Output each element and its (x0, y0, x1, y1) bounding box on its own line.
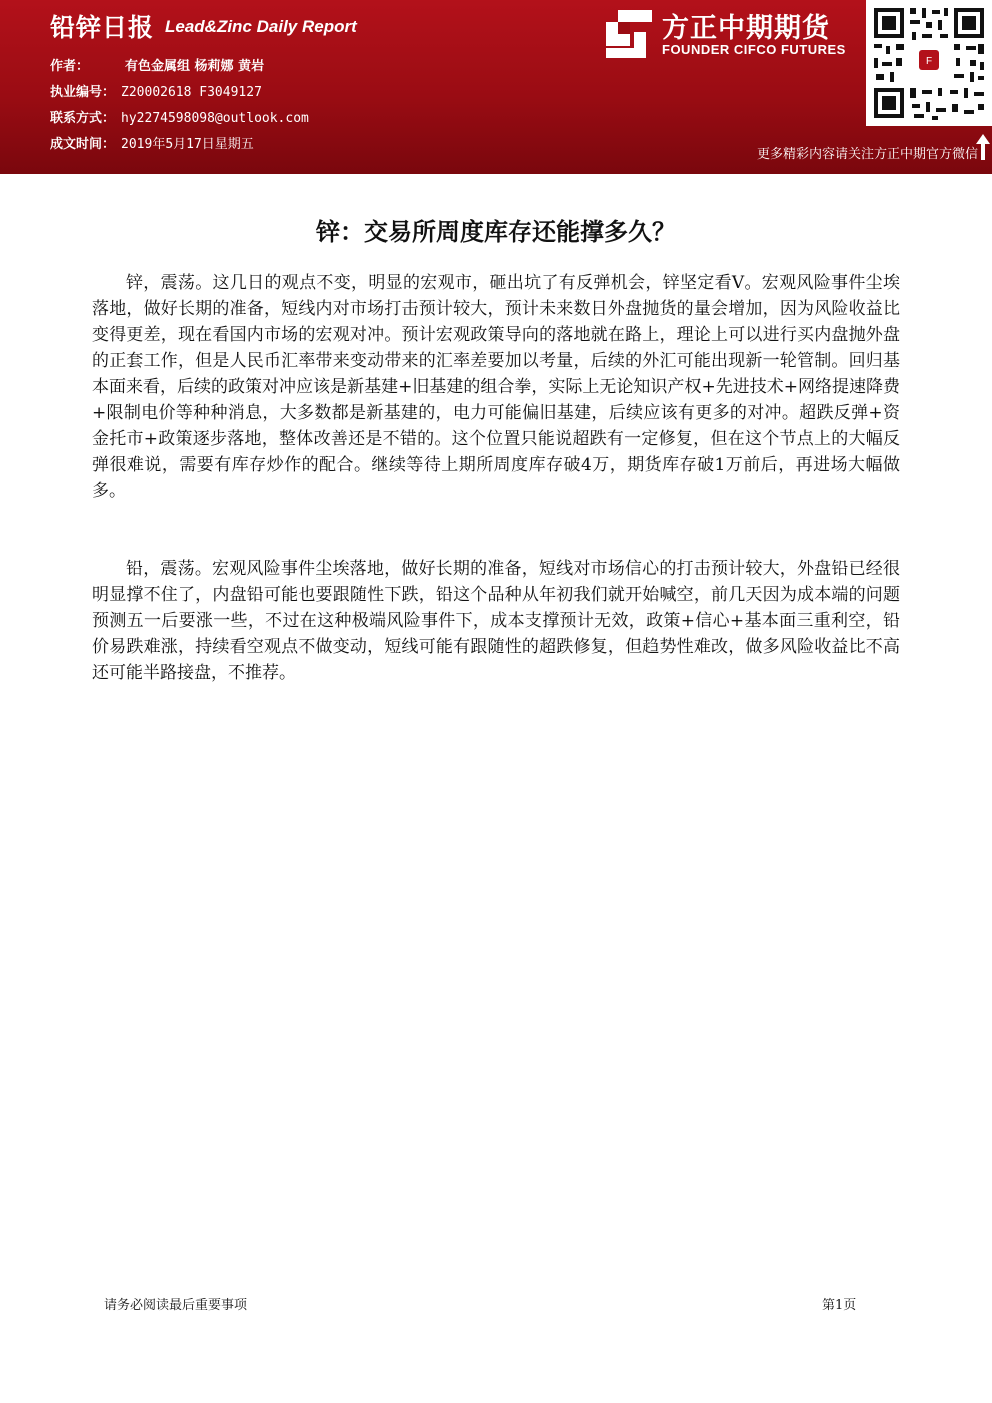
logo-text-cn: 方正中期期货 (662, 13, 830, 44)
license-row (50, 81, 262, 100)
company-logo (602, 4, 860, 64)
author-row (50, 55, 264, 74)
paragraph-zinc: 锌，震荡。这几日的观点不变，明显的宏观市，砸出坑了有反弹机会，锌坚定看V。宏观风险事件尘埃落地，做好长期的准备，短线内对市场打击预计较大，预计未来数日外盘抛货的量会增加，因为风险收益比变得更差，现在看国内市场的宏观对冲。预计宏观政策导向的落地就在路上，理论上可以进行买内盘抛外盘的正套工作，但是人民币汇率带来变动带来的汇率差要加以考量，后续的外汇可能出现新一轮管制。回归基本面来看，后续的政策对冲应该是新基建+旧基建的组合拳，实际上无论知识产权+先进技术+网络提速降费+限制电价等种种消息，大多数都是新基建的，电力可能偏旧基建，后续应该有更多的对冲。超跌反弹+资金托市+政策逐步落地，整体改善还是不错的。这个位置只能说超跌有一定修复，但在这个节点上的大幅反弹很难说，需要有库存炒作的配合。继续等待上期所周度库存破4万，期货库存破1万前后，再进场大幅做多。 (92, 273, 900, 501)
logo-text-en: FOUNDER CIFCO FUTURES (662, 42, 846, 57)
arrow-up-icon (976, 134, 990, 160)
report-header (0, 0, 992, 174)
license-label: 执业编号： (50, 85, 116, 100)
author-value: 有色金属组 杨莉娜 黄岩 (125, 59, 265, 74)
date-row (50, 133, 254, 152)
logo-mark-icon (604, 8, 654, 60)
contact-value: hy2274598098@outlook.com (121, 111, 309, 126)
qr-code-icon (866, 0, 992, 126)
date-value: 2019年5月17日星期五 (121, 137, 254, 152)
date-label: 成文时间： (50, 137, 116, 152)
contact-label: 联系方式： (50, 111, 116, 126)
author-label: 作者： (50, 59, 90, 74)
report-title-en: Lead&Zinc Daily Report (165, 17, 357, 36)
license-value: Z20002618 F3049127 (121, 85, 262, 100)
article-title: 锌：交易所周度库存还能撑多久？ (316, 218, 676, 246)
footer-notice: 请务必阅读最后重要事项 (104, 1298, 248, 1313)
page-number: 第1页 (822, 1298, 857, 1313)
contact-row (50, 107, 309, 126)
paragraph-lead: 铅，震荡。宏观风险事件尘埃落地，做好长期的准备，短线对市场信心的打击预计较大，外盘铅已经很明显撑不住了，内盘铅可能也要跟随性下跌，铅这个品种从年初我们就开始喊空，前几天因为成本端的问题预测五一后要涨一些，不过在这种极端风险事件下，成本支撑预计无效，政策+信心+基本面三重利空，铅价易跌难涨，持续看空观点不做变动，短线可能有跟随性的超跌修复，但趋势性难改，做多风险收益比不高还可能半路接盘，不推荐。 (92, 559, 900, 683)
svg-text:F: F (925, 56, 933, 67)
qr-code (866, 0, 992, 126)
report-title-cn: 铅锌日报 (50, 13, 155, 42)
follow-wechat-text: 更多精彩内容请关注方正中期官方微信 (756, 147, 978, 162)
